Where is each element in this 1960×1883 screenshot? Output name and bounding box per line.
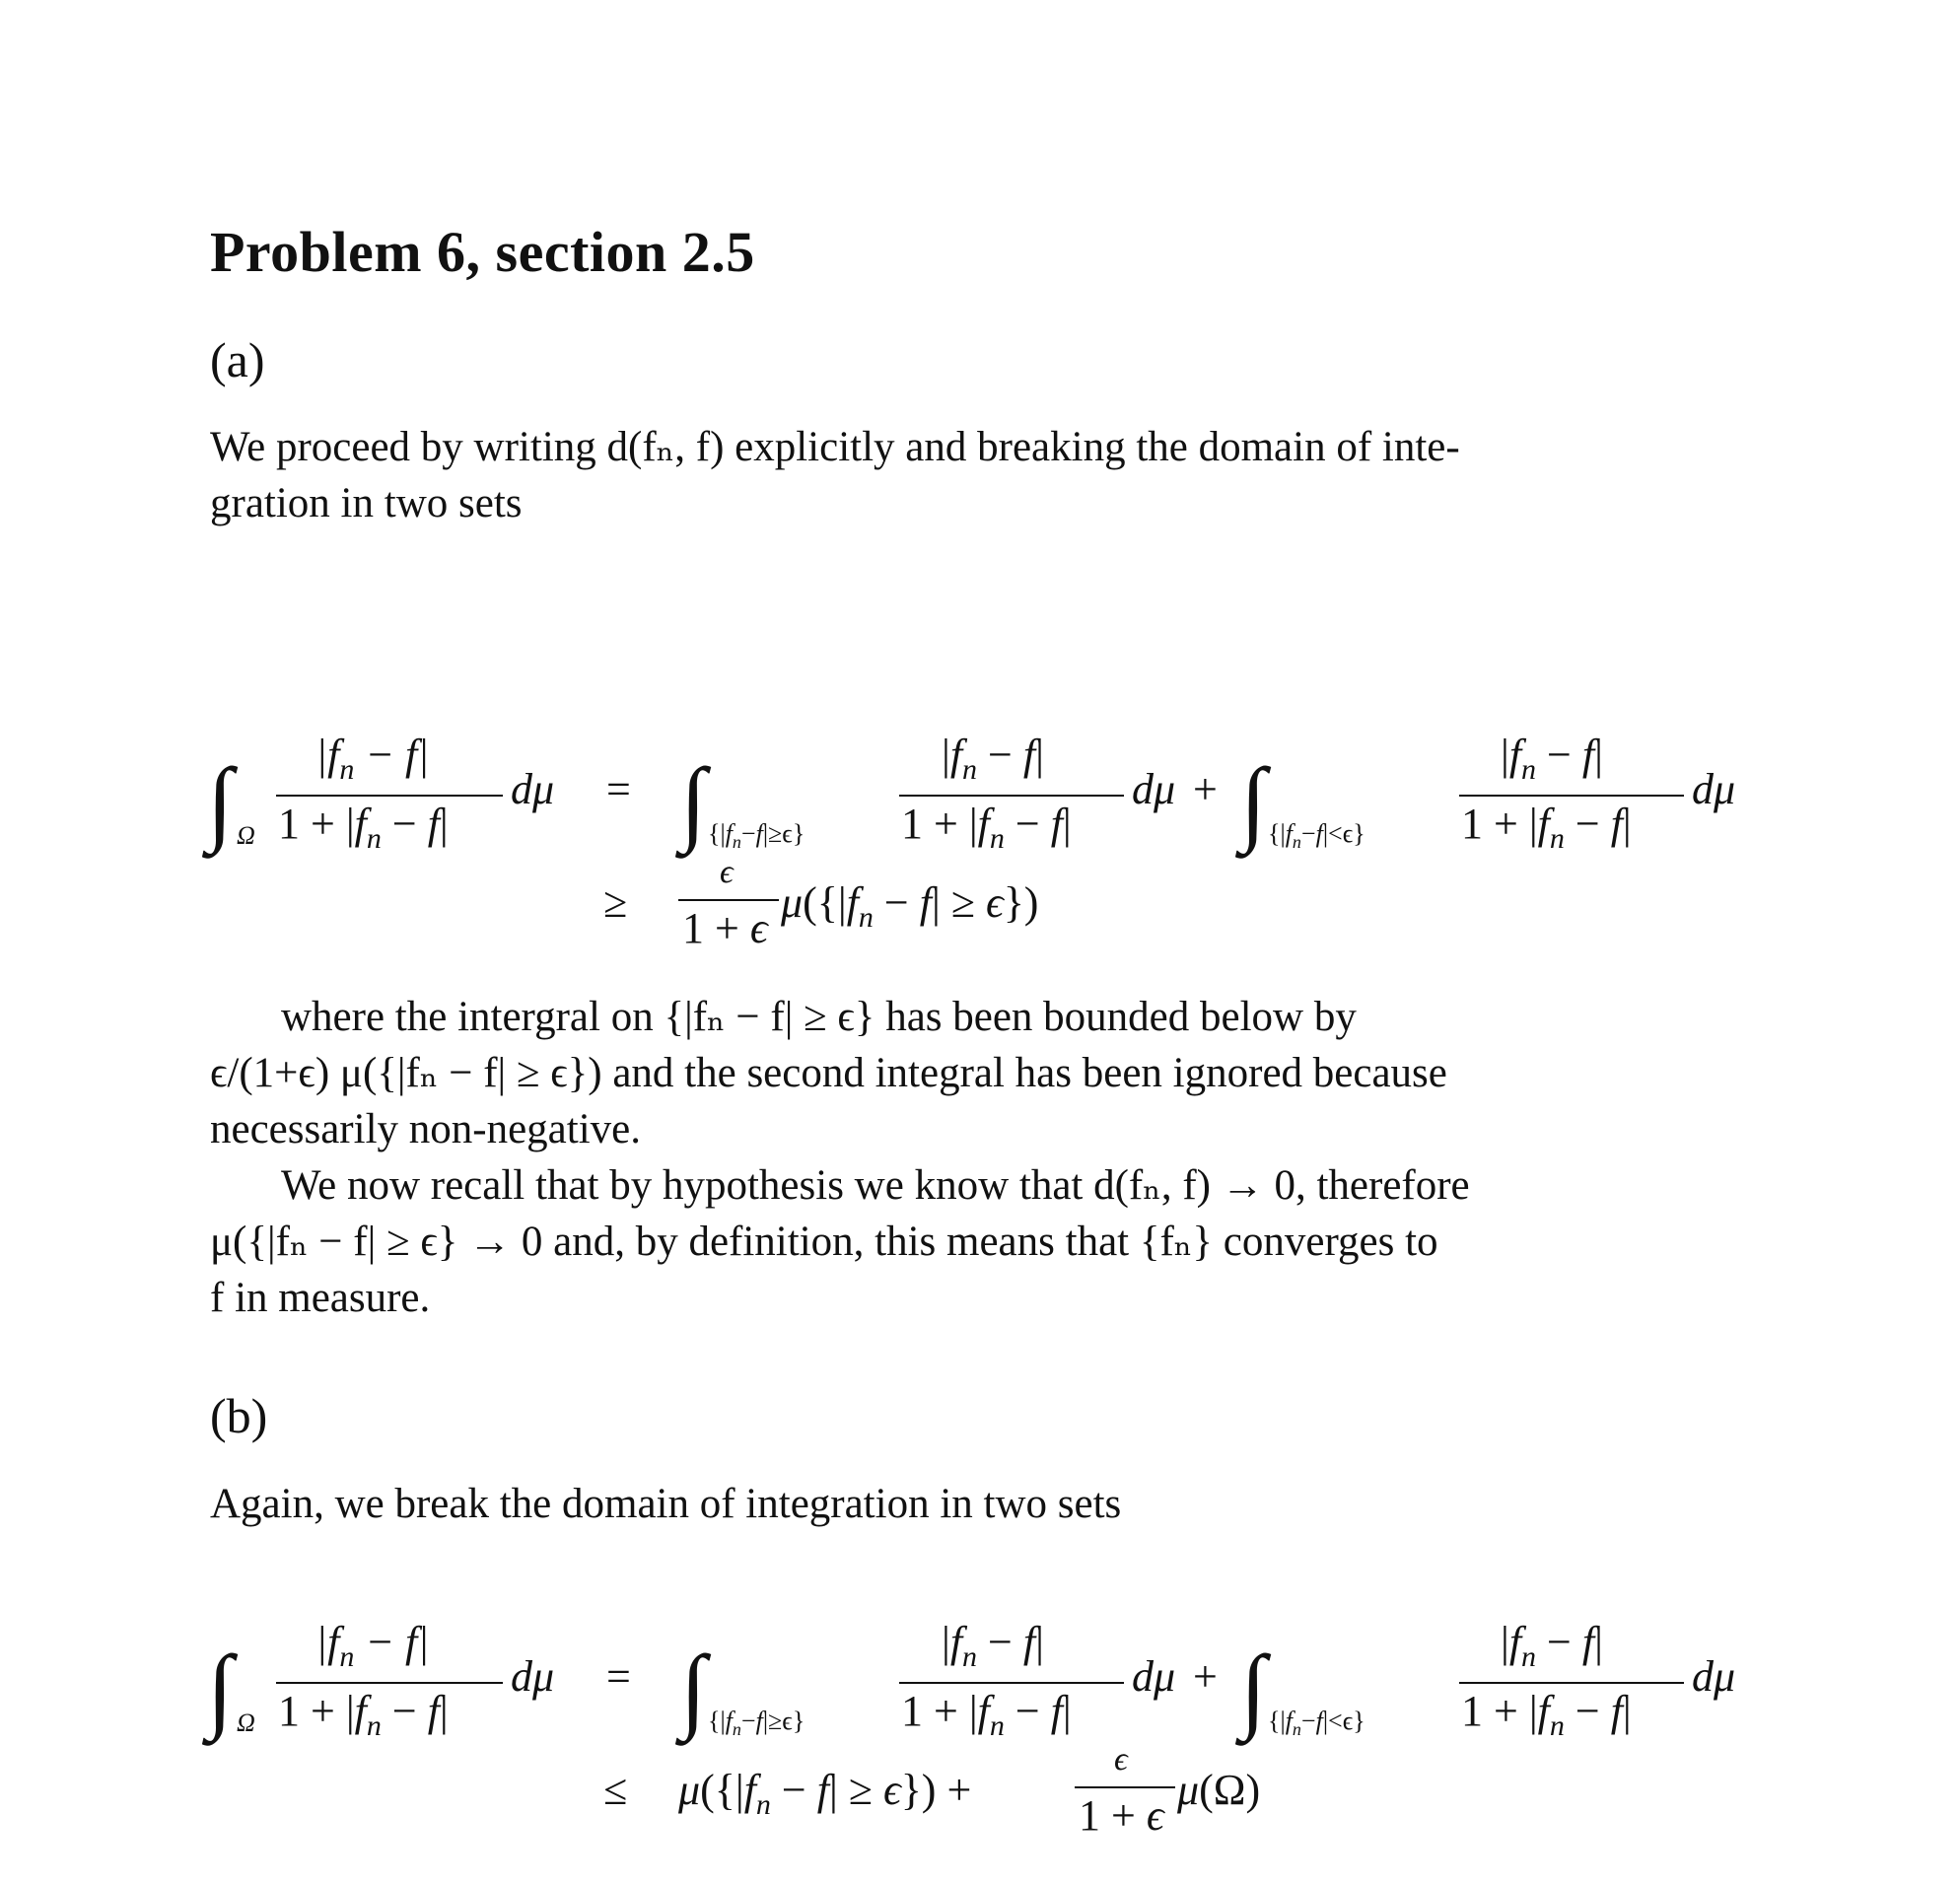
svg-text:∫: ∫ <box>680 748 707 854</box>
page-title: Problem 6, section 2.5 <box>210 220 755 284</box>
svg-text:|fn − f|: $|f_n - f|$ <box>1501 1618 1603 1673</box>
svg-text:∫: ∫ <box>207 748 234 854</box>
svg-text:dμ: dμ <box>1692 765 1736 813</box>
svg-text:1 + |fn − f|: $1 + |f_n - f|$ <box>901 800 1072 855</box>
svg-text:+: + <box>1193 765 1218 813</box>
svg-text:Ω: Ω <box>237 821 255 850</box>
svg-text:∫: ∫ <box>207 1636 234 1741</box>
svg-text:∫: ∫ <box>680 1636 707 1741</box>
svg-text:{|fn−f|<ϵ}: $\{|f_n-f|<\epsilon\}$ <box>1268 819 1365 852</box>
part-b-label: (b) <box>210 1388 268 1443</box>
svg-text:1 + |fn − f|: $1 + |f_n - f|$ <box>278 800 449 855</box>
svg-text:|fn − f|: $|f_n - f|$ <box>942 731 1044 786</box>
svg-text:ϵ: ϵ <box>1114 1741 1128 1778</box>
svg-text:|fn − f|: $|f_n - f|$ <box>315 731 430 786</box>
svg-text:1 + |fn − f|: $1 + |f_n - f|$ <box>901 1687 1072 1742</box>
eq-a-rel1: = <box>606 765 631 813</box>
part-a-intro-line2: gration in two sets <box>210 480 523 526</box>
svg-text:|fn − f|: $|f_n - f|$ <box>1501 731 1603 786</box>
svg-text:∫: ∫ <box>1240 1636 1267 1741</box>
part-a-explain-line1: where the intergral on {|fₙ − f| ≥ ϵ} has been bounded below by <box>281 994 1357 1040</box>
svg-text:dμ: dμ <box>1132 1652 1176 1701</box>
eq-b-rhs-int1 <box>674 1618 1218 1746</box>
part-a-recall-line2: μ({|fₙ − f| ≥ ϵ} → 0 and, by definition, this means that {fₙ} converges to <box>210 1219 1438 1265</box>
svg-text:{|fn−f|<ϵ}: $\{|f_n-f|<\epsilon\}$ <box>1268 1707 1365 1739</box>
part-a-label: (a) <box>210 332 265 387</box>
eq-b-rhs-int2 <box>1234 1618 1735 1746</box>
svg-text:Ω: Ω <box>237 1709 255 1737</box>
svg-text:1 + ϵ: 1 + ϵ <box>682 904 768 952</box>
part-a-recall-line1: We now recall that by hypothesis we know that d(fₙ, f) → 0, therefore <box>281 1162 1470 1209</box>
svg-text:1 + |fn − f|: $1 + |f_n - f|$ <box>278 1687 449 1742</box>
svg-text:μ({|fn − f| ≥ ϵ}) +: $\mu(\{|f_n - f| \ge \epsilon\})$ + <box>678 1766 972 1821</box>
svg-text:∫: ∫ <box>1240 748 1267 854</box>
eq-b-lhs <box>201 1618 554 1746</box>
svg-text:+: + <box>1193 1652 1218 1701</box>
svg-text:dμ: dμ <box>1692 1652 1736 1701</box>
svg-text:ϵ: ϵ <box>720 854 734 890</box>
part-a-explain-line3: necessarily non-negative. <box>210 1106 641 1152</box>
svg-text:μ({|fn − f| ≥ ϵ}): $\mu(\{|f_n - f| \ge \epsilon\})$ <box>781 878 1039 934</box>
part-a-recall-line3: f in measure. <box>210 1275 431 1321</box>
svg-text:{|fn−f|≥ϵ}: $\{|f_n-f|\ge\epsilon\}$ <box>708 819 805 852</box>
eq-b-rel1: = <box>606 1652 631 1701</box>
svg-text:{|fn−f|≥ϵ}: $\{|f_n-f|\ge\epsilon\}$ <box>708 1707 805 1739</box>
svg-text:|fn − f|: $|f_n - f|$ <box>942 1618 1044 1673</box>
svg-text:1 + |fn − f|: $1 + |f_n - f|$ <box>1461 1687 1632 1742</box>
svg-text:μ(Ω): μ(Ω) <box>1177 1766 1261 1814</box>
svg-text:dμ: dμ <box>1132 765 1176 813</box>
eq-a-rel2: ≥ <box>603 878 628 927</box>
part-a-explain-line2: ϵ/(1+ϵ) μ({|fₙ − f| ≥ ϵ}) and the second integral has been ignored because <box>210 1050 1447 1096</box>
svg-text:1 + |fn − f|: $1 + |f_n - f|$ <box>1461 800 1632 855</box>
eq-b-rel2: ≤ <box>603 1766 628 1814</box>
svg-text:dμ: dμ <box>511 1652 555 1701</box>
svg-text:dμ: dμ <box>511 765 555 813</box>
svg-text:1 + ϵ: 1 + ϵ <box>1079 1791 1164 1840</box>
part-a-intro-line1: We proceed by writing d(fₙ, f) explicitly and breaking the domain of inte- <box>210 424 1460 470</box>
eq-b-rhs2 <box>677 1741 1260 1840</box>
part-b-intro: Again, we break the domain of integration in two sets <box>210 1481 1122 1527</box>
svg-text:|fn − f|: $|f_n - f|$ <box>315 1618 430 1673</box>
